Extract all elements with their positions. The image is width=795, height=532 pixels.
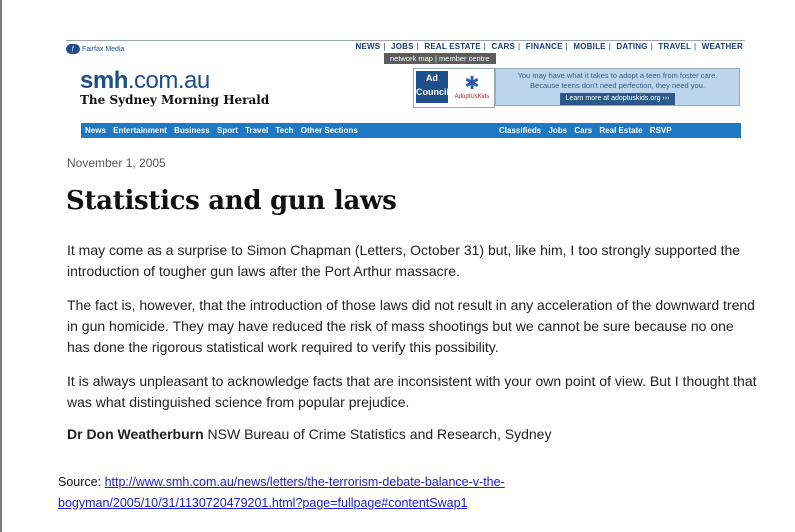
section-sport[interactable]: Sport	[216, 126, 238, 135]
section-entertainment[interactable]: Entertainment	[113, 126, 167, 135]
logo-paper-name: The Sydney Morning Herald	[80, 93, 270, 107]
section-business[interactable]: Business	[174, 126, 210, 135]
nav-link-news[interactable]: NEWS	[355, 42, 381, 51]
nav-link-travel[interactable]: TRAVEL	[658, 42, 692, 51]
section-news[interactable]: News	[85, 126, 106, 135]
source-label: Source:	[58, 475, 102, 489]
article-title: Statistics and gun laws	[66, 186, 397, 216]
source-link-line-2[interactable]: bogyman/2005/10/31/1130720479201.html?page=fullpage#contentSwap1	[58, 496, 468, 510]
left-border	[0, 0, 2, 532]
ad-banner[interactable]	[495, 68, 740, 106]
adoptuskids-logo	[452, 72, 492, 104]
fairfax-icon: ƒ	[66, 44, 80, 54]
adoptuskids-label: AdoptUsKids	[454, 94, 490, 100]
top-navigation	[66, 40, 745, 65]
section-other[interactable]: Other Sections	[300, 126, 358, 135]
banner-line-1: You may have what it takes to adopt a teen from foster care.	[517, 71, 718, 80]
nav-link-jobs[interactable]: JOBS	[391, 42, 414, 51]
section-real-estate[interactable]: Real Estate	[599, 126, 643, 135]
smh-logo[interactable]	[80, 67, 269, 107]
author-name: Dr Don Weatherburn	[67, 426, 204, 442]
section-tech[interactable]: Tech	[275, 126, 294, 135]
nav-link-weather[interactable]: WEATHER	[701, 42, 743, 51]
article-paragraph-2: The fact is, however, that the introduction of those laws did not result in any acceleration of the downward trend in gun homicide. They may have reduced the risk of mass shootings but we cannot be sure because no one has done the rigorous statistical work required to verify this possibility.	[67, 297, 755, 355]
article-paragraph-3: It is always unpleasant to acknowledge facts that are inconsistent with your own point of view. But I thought that was what distinguished science from popular prejudice.	[67, 373, 757, 410]
fairfax-label: Fairfax Media	[82, 45, 125, 53]
person-icon: ✱	[464, 73, 480, 93]
article-paragraph-1: It may come as a surprise to Simon Chapman (Letters, October 31) but, like him, I too strongly supported the introduction of tougher gun laws after the Port Arthur massacre.	[67, 242, 741, 279]
logo-main: smh	[80, 67, 128, 94]
banner-cta-button[interactable]: Learn more at adoptuskids.org ›››	[560, 93, 676, 105]
section-travel[interactable]: Travel	[245, 126, 269, 135]
nav-links: NEWS | JOBS | REAL ESTATE | CARS | FINANCE | MOBILE | DATING | TRAVEL | WEATHER	[355, 42, 743, 51]
author-affiliation: NSW Bureau of Crime Statistics and Research, Sydney	[207, 426, 552, 442]
nav-link-dating[interactable]: DATING	[616, 42, 648, 51]
banner-line-2: Because teens don't need perfection, they need you.	[530, 81, 705, 90]
section-rsvp[interactable]: RSVP	[649, 126, 672, 135]
ad-logos[interactable]	[413, 68, 495, 108]
article-date: November 1, 2005	[67, 156, 166, 170]
article-signature	[67, 426, 551, 442]
section-classifieds[interactable]: Classifieds	[499, 126, 542, 135]
nav-link-real-estate[interactable]: REAL ESTATE	[424, 42, 481, 51]
network-map-links[interactable]: network map | member centre	[384, 53, 496, 64]
source-link-line-1[interactable]: http://www.smh.com.au/news/letters/the-terrorism-debate-balance-v-the-	[104, 475, 505, 489]
nav-link-mobile[interactable]: MOBILE	[573, 42, 606, 51]
section-cars[interactable]: Cars	[574, 126, 593, 135]
source-citation	[58, 472, 658, 514]
nav-link-finance[interactable]: FINANCE	[525, 42, 563, 51]
nav-link-cars[interactable]: CARS	[491, 42, 515, 51]
section-bar	[81, 123, 741, 138]
ad-council-logo: Ad Council	[416, 71, 448, 103]
section-jobs[interactable]: Jobs	[548, 126, 568, 135]
logo-domain: .com.au	[127, 67, 210, 94]
fairfax-logo[interactable]	[66, 44, 124, 54]
